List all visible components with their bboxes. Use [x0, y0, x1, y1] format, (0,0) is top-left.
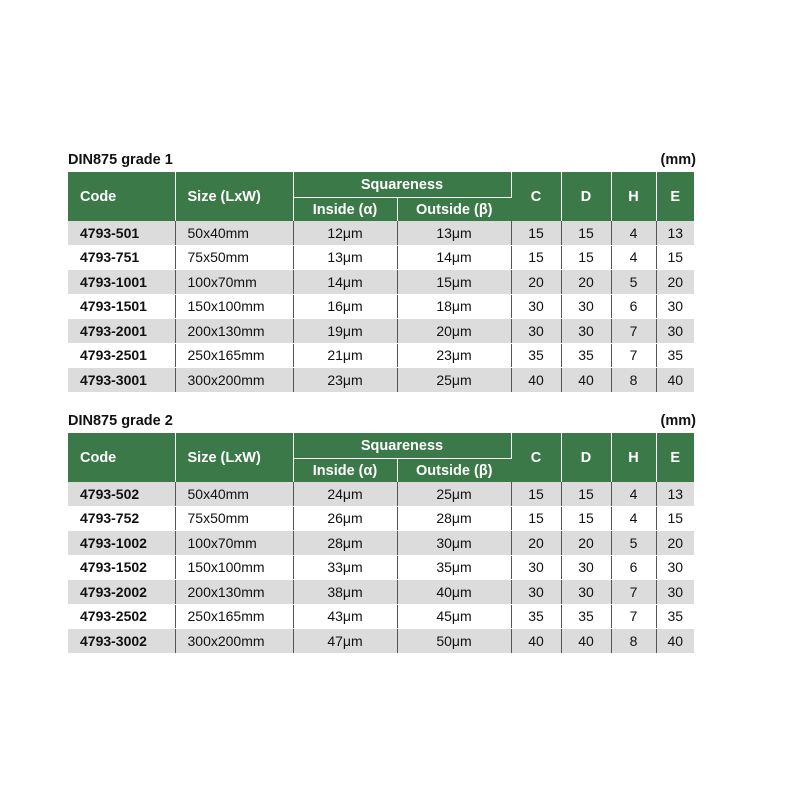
table-row — [68, 294, 694, 319]
cell-size: 50x40mm — [175, 482, 293, 506]
cell-e: 30 — [656, 580, 694, 605]
cell-inside: 28μm — [293, 531, 397, 556]
cell-d: 40 — [561, 368, 611, 393]
cell-e: 15 — [656, 245, 694, 270]
cell-code: 4793-2502 — [68, 604, 175, 629]
cell-outside: 30μm — [397, 531, 511, 556]
cell-d: 15 — [561, 506, 611, 531]
cell-h: 7 — [611, 580, 656, 605]
cell-inside: 23μm — [293, 368, 397, 393]
cell-c: 40 — [511, 368, 561, 393]
cell-d: 30 — [561, 319, 611, 344]
cell-d: 40 — [561, 629, 611, 654]
header-outside: Outside (β) — [397, 198, 511, 222]
cell-inside: 43μm — [293, 604, 397, 629]
header-c: C — [511, 172, 561, 221]
cell-inside: 13μm — [293, 245, 397, 270]
cell-code: 4793-1001 — [68, 270, 175, 295]
cell-c: 20 — [511, 270, 561, 295]
cell-h: 5 — [611, 270, 656, 295]
cell-d: 15 — [561, 245, 611, 270]
cell-h: 4 — [611, 482, 656, 506]
cell-c: 30 — [511, 580, 561, 605]
cell-d: 30 — [561, 555, 611, 580]
table-title: DIN875 grade 1 — [68, 152, 173, 168]
cell-d: 15 — [561, 482, 611, 506]
header-d: D — [561, 172, 611, 221]
cell-c: 40 — [511, 629, 561, 654]
cell-size: 100x70mm — [175, 270, 293, 295]
cell-d: 30 — [561, 294, 611, 319]
header-h: H — [611, 433, 656, 482]
cell-code: 4793-1502 — [68, 555, 175, 580]
cell-outside: 25μm — [397, 368, 511, 393]
cell-d: 30 — [561, 580, 611, 605]
table-row — [68, 221, 694, 245]
cell-size: 50x40mm — [175, 221, 293, 245]
cell-size: 100x70mm — [175, 531, 293, 556]
grade1-caption — [68, 150, 696, 172]
cell-outside: 18μm — [397, 294, 511, 319]
cell-h: 8 — [611, 368, 656, 393]
cell-h: 6 — [611, 294, 656, 319]
cell-size: 300x200mm — [175, 368, 293, 393]
cell-size: 75x50mm — [175, 506, 293, 531]
header-code: Code — [68, 433, 175, 482]
cell-code: 4793-502 — [68, 482, 175, 506]
cell-e: 40 — [656, 629, 694, 654]
cell-outside: 14μm — [397, 245, 511, 270]
cell-c: 15 — [511, 506, 561, 531]
table-row — [68, 604, 694, 629]
header-code: Code — [68, 172, 175, 221]
cell-outside: 25μm — [397, 482, 511, 506]
cell-e: 30 — [656, 294, 694, 319]
cell-h: 7 — [611, 319, 656, 344]
cell-code: 4793-2501 — [68, 343, 175, 368]
header-inside: Inside (α) — [293, 198, 397, 222]
cell-outside: 15μm — [397, 270, 511, 295]
grade2-caption — [68, 411, 696, 433]
header-squareness: Squareness — [293, 172, 511, 198]
cell-e: 13 — [656, 482, 694, 506]
cell-inside: 26μm — [293, 506, 397, 531]
cell-outside: 23μm — [397, 343, 511, 368]
header-d: D — [561, 433, 611, 482]
table-row — [68, 531, 694, 556]
cell-inside: 24μm — [293, 482, 397, 506]
header-size: Size (LxW) — [175, 172, 293, 221]
cell-outside: 20μm — [397, 319, 511, 344]
grade2-section — [68, 411, 696, 654]
table-row — [68, 343, 694, 368]
cell-e: 20 — [656, 270, 694, 295]
cell-code: 4793-752 — [68, 506, 175, 531]
cell-size: 150x100mm — [175, 555, 293, 580]
cell-d: 15 — [561, 221, 611, 245]
cell-e: 30 — [656, 555, 694, 580]
cell-code: 4793-3001 — [68, 368, 175, 393]
cell-d: 35 — [561, 343, 611, 368]
cell-outside: 50μm — [397, 629, 511, 654]
cell-inside: 33μm — [293, 555, 397, 580]
grade2-table — [68, 433, 694, 654]
cell-size: 200x130mm — [175, 319, 293, 344]
table-row — [68, 629, 694, 654]
cell-d: 20 — [561, 270, 611, 295]
header-e: E — [656, 172, 694, 221]
header-size: Size (LxW) — [175, 433, 293, 482]
cell-h: 6 — [611, 555, 656, 580]
table-row — [68, 482, 694, 506]
cell-c: 35 — [511, 604, 561, 629]
cell-e: 40 — [656, 368, 694, 393]
grade1-table — [68, 172, 694, 393]
cell-h: 4 — [611, 245, 656, 270]
unit-label: (mm) — [660, 152, 696, 168]
cell-c: 30 — [511, 555, 561, 580]
grade1-section — [68, 150, 696, 393]
cell-h: 4 — [611, 506, 656, 531]
cell-h: 4 — [611, 221, 656, 245]
cell-size: 150x100mm — [175, 294, 293, 319]
header-c: C — [511, 433, 561, 482]
table-title: DIN875 grade 2 — [68, 413, 173, 429]
cell-c: 15 — [511, 221, 561, 245]
cell-code: 4793-751 — [68, 245, 175, 270]
cell-e: 35 — [656, 343, 694, 368]
cell-size: 250x165mm — [175, 604, 293, 629]
cell-code: 4793-501 — [68, 221, 175, 245]
cell-e: 20 — [656, 531, 694, 556]
cell-code: 4793-1501 — [68, 294, 175, 319]
cell-c: 30 — [511, 319, 561, 344]
cell-c: 30 — [511, 294, 561, 319]
header-squareness: Squareness — [293, 433, 511, 459]
table-row — [68, 368, 694, 393]
cell-inside: 21μm — [293, 343, 397, 368]
table-row — [68, 580, 694, 605]
header-e: E — [656, 433, 694, 482]
cell-e: 13 — [656, 221, 694, 245]
cell-h: 7 — [611, 343, 656, 368]
unit-label: (mm) — [660, 413, 696, 429]
cell-code: 4793-1002 — [68, 531, 175, 556]
cell-c: 15 — [511, 245, 561, 270]
header-inside: Inside (α) — [293, 459, 397, 483]
cell-inside: 16μm — [293, 294, 397, 319]
cell-e: 30 — [656, 319, 694, 344]
cell-size: 300x200mm — [175, 629, 293, 654]
cell-outside: 40μm — [397, 580, 511, 605]
cell-size: 75x50mm — [175, 245, 293, 270]
cell-e: 15 — [656, 506, 694, 531]
cell-inside: 19μm — [293, 319, 397, 344]
cell-code: 4793-3002 — [68, 629, 175, 654]
cell-inside: 38μm — [293, 580, 397, 605]
cell-size: 200x130mm — [175, 580, 293, 605]
table-row — [68, 555, 694, 580]
cell-e: 35 — [656, 604, 694, 629]
cell-code: 4793-2002 — [68, 580, 175, 605]
cell-inside: 12μm — [293, 221, 397, 245]
cell-outside: 13μm — [397, 221, 511, 245]
table-row — [68, 506, 694, 531]
cell-c: 35 — [511, 343, 561, 368]
cell-outside: 35μm — [397, 555, 511, 580]
cell-h: 8 — [611, 629, 656, 654]
header-h: H — [611, 172, 656, 221]
cell-d: 35 — [561, 604, 611, 629]
cell-inside: 14μm — [293, 270, 397, 295]
cell-c: 15 — [511, 482, 561, 506]
table-row — [68, 245, 694, 270]
cell-inside: 47μm — [293, 629, 397, 654]
cell-h: 5 — [611, 531, 656, 556]
cell-outside: 45μm — [397, 604, 511, 629]
cell-d: 20 — [561, 531, 611, 556]
cell-c: 20 — [511, 531, 561, 556]
cell-h: 7 — [611, 604, 656, 629]
header-outside: Outside (β) — [397, 459, 511, 483]
cell-outside: 28μm — [397, 506, 511, 531]
table-row — [68, 270, 694, 295]
table-row — [68, 319, 694, 344]
cell-size: 250x165mm — [175, 343, 293, 368]
cell-code: 4793-2001 — [68, 319, 175, 344]
